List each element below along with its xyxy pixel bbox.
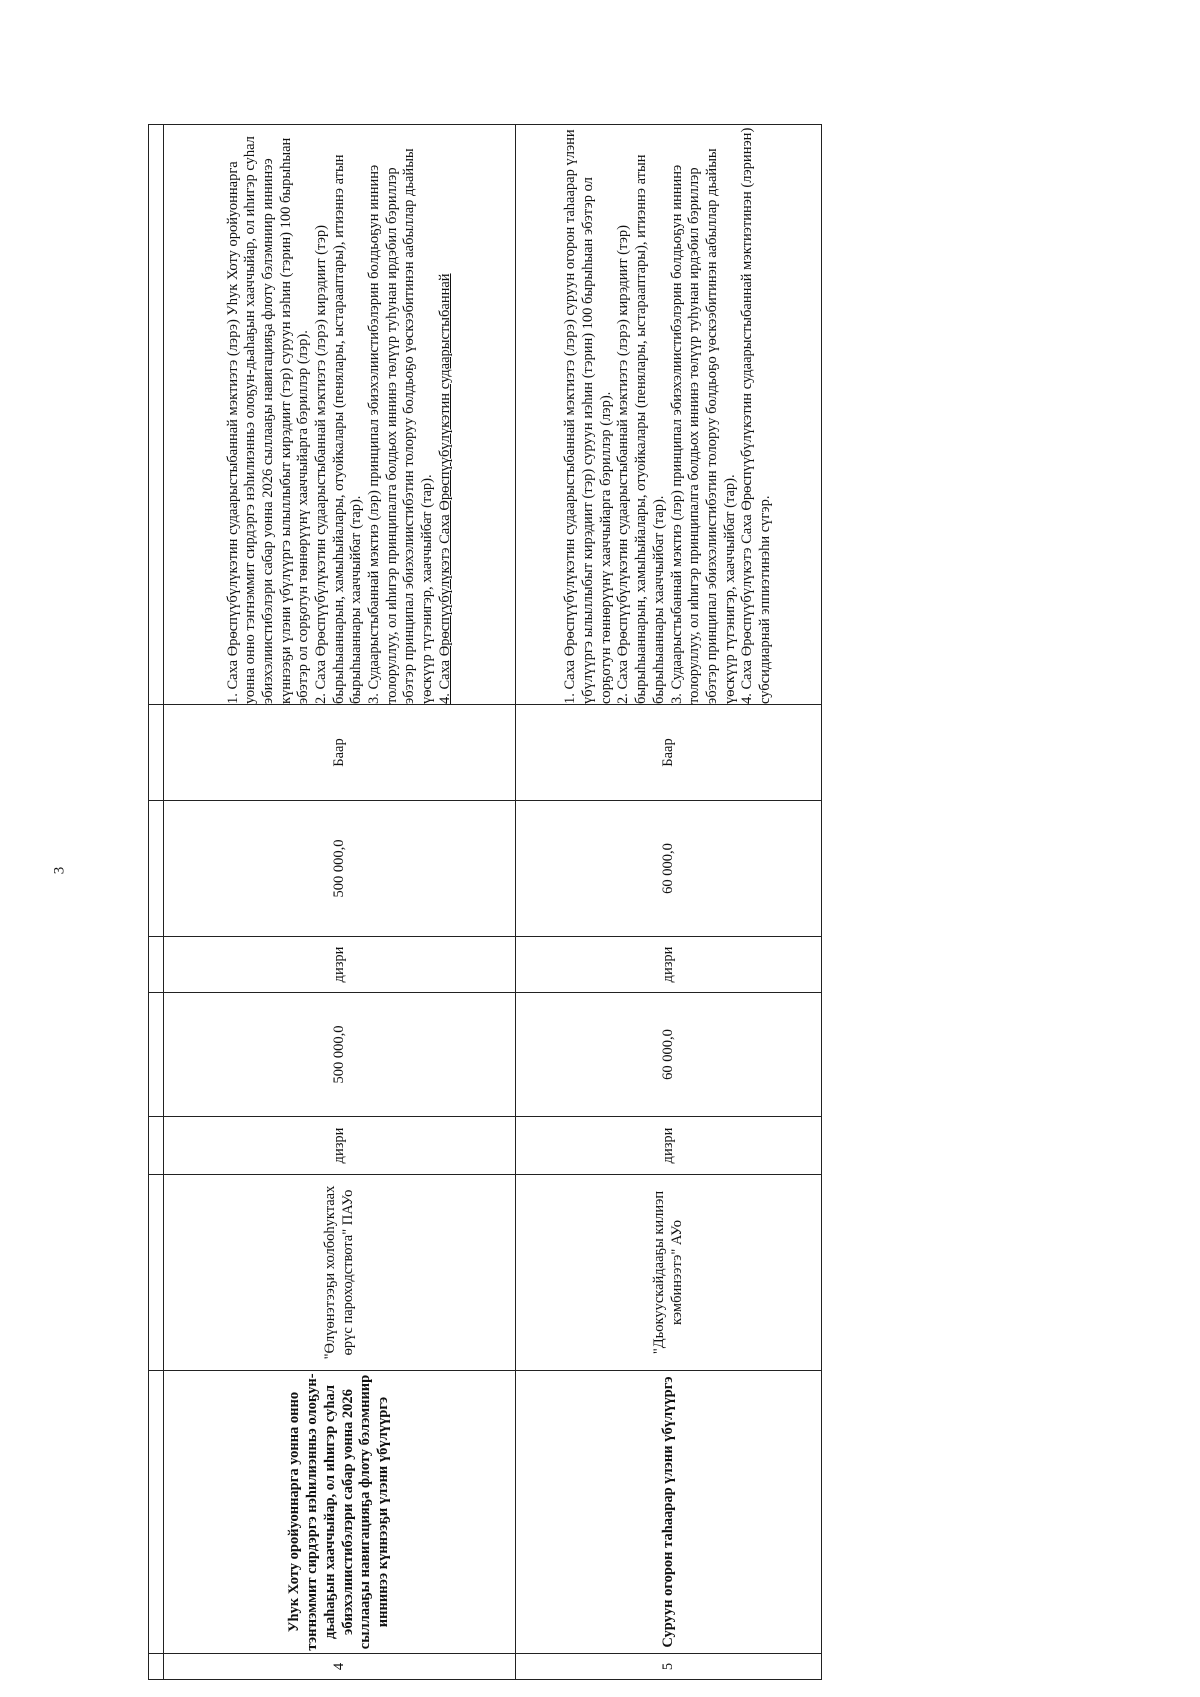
amount-cell: 60 000,0 bbox=[516, 801, 822, 937]
condition-text: 3. Судаарыстыбаннай мэктиэ (лэр) принципал эбиэхэлиистибэлэрин болдьоҕун иннинэ толоруллуу, ол иһигэр принципалга болдьох иннинэ төлүүр туһунан ирдэбил бэриллэр эбэтэр принципал эбиэхэлиистибэтин толоруу болдьоҕо үөскээбитинэн аабыллар дьайыы үөскүүр түгэнигэр, хааччыйбат (тар). bbox=[668, 148, 738, 704]
header-cell bbox=[149, 125, 164, 705]
table-row bbox=[516, 125, 822, 1680]
source-cell: Баар bbox=[516, 705, 822, 801]
condition-text: 1. Саха Өрөспүүбүлүкэтин судаарыстыбаннай мэктиэтэ (лэрэ) суруун огорон таһаарар үлэни үбүлүүргэ ылыллыбыт кирэдиит (тэр) суруун иэһин (тэрин) 100 бырыһыан эбэтэр ол сорҕотун төннөрүүнү хааччыйарга бэриллэр (лэр). bbox=[562, 129, 614, 704]
organization: "Өлүөнэтээҕи холбоһуктаах өрүс пароходствота" ПАУо bbox=[164, 1175, 516, 1371]
unit-cell: дизри bbox=[516, 1117, 822, 1175]
header-cell bbox=[149, 1175, 164, 1371]
amount-cell: 500 000,0 bbox=[164, 993, 516, 1117]
amount-cell: 500 000,0 bbox=[164, 801, 516, 937]
condition-text: 1. Саха Өрөспүүбүлүкэтин судаарыстыбаннай мэктиэтэ (лэрэ) Уһук Хоту оройуоннарга уонна онно тэҥнэммит сирдэргэ нэһилиэнньэ олоҕун-дьаһаҕын хааччыйар, ол иһигэр суһал эбиэхэлиистибэлэри сабар уонна 2026 сыллааҕы навигацияҕа флоту бэлэмниир иннинээ күннээҕи үлэни үбүлүүргэ ылыллыбыт кирэдиит (тэр) суруун иэһин (тэрин) 100 бырыһыан эбэтэр ол сорҕотун төннөрүүнү хааччыйарга бэриллэр (лэр). bbox=[224, 136, 312, 704]
organization: "Дьокуускайдааҕы килиэп кэмбинээтэ" АУо bbox=[516, 1175, 822, 1371]
project-name: Суруун огорон таһаарар үлэни үбүлүүргэ bbox=[516, 1371, 822, 1654]
source-cell: Баар bbox=[164, 705, 516, 801]
project-name: Уһук Хоту оройуоннарга уонна онно тэҥнэммит сирдэргэ нэһилиэнньэ олоҕун-дьаһаҕын хааччыйар, ол иһигэр суһал эбиэхэлиистибэлэри сабар уонна 2026 сыллааҕы навигацияҕа флоту бэлэмниир иннинээ күннээҕи үлэни үбүлүүргэ bbox=[164, 1371, 516, 1654]
condition-text: 2. Саха Өрөспүүбүлүкэтин судаарыстыбаннай мэктиэтэ (лэрэ) кирэдиит (тэр) бырыһыаннарын, хамыһыйалары, отуойкалары (пенялары, ыстарааптары), итиэннэ атын бырыһыаннары хааччыйбат (тар). bbox=[312, 154, 365, 704]
table-row bbox=[164, 125, 516, 1680]
unit-cell: дизри bbox=[164, 937, 516, 993]
unit-cell: дизри bbox=[516, 937, 822, 993]
table-header-row bbox=[149, 125, 164, 1680]
header-cell bbox=[149, 705, 164, 801]
unit-cell: дизри bbox=[164, 1117, 516, 1175]
header-cell bbox=[149, 1371, 164, 1654]
conditions-cell bbox=[516, 125, 822, 705]
page-number: 3 bbox=[51, 866, 68, 875]
header-cell bbox=[149, 1117, 164, 1175]
row-number: 4 bbox=[164, 1654, 516, 1680]
condition-text: 3. Судаарыстыбаннай мэктиэ (лэр) принципал эбиэхэлиистибэлэрин болдьоҕун иннинэ толоруллуу, ол иһигэр принципалга болдьох иннинэ төлүүр туһунан ирдэбил бэриллэр эбэтэр принципал эбиэхэлиистибэтин толоруу болдьоҕо үөскээбитинэн аабыллар дьайыы үөскүүр түгэнигэр, хааччыйбат (тар). bbox=[366, 148, 436, 704]
conditions-cell bbox=[164, 125, 516, 705]
header-cell bbox=[149, 993, 164, 1117]
header-cell bbox=[149, 801, 164, 937]
row-number: 5 bbox=[516, 1654, 822, 1680]
condition-text: 2. Саха Өрөспүүбүлүкэтин судаарыстыбаннай мэктиэтэ (лэрэ) кирэдиит (тэр) бырыһыаннарын, хамыһыйалары, отуойкалары (пенялары, ыстарааптары), итиэннэ атын бырыһыаннары хааччыйбат (тар). bbox=[615, 154, 667, 704]
guarantee-table bbox=[148, 124, 822, 1680]
header-cell bbox=[149, 1654, 164, 1680]
condition-text: 4. Саха Өрөспүүбүлүкэтэ Саха Өрөспүүбүлүкэтин судаарыстыбаннай мэктиэтинэн (лэринэн) субсидиарнай эппиэтинэһи сүгэр. bbox=[739, 127, 773, 704]
header-cell bbox=[149, 937, 164, 993]
rotated-table-sheet bbox=[148, 125, 820, 1680]
condition-text: 4. Саха Өрөспүүбүлүкэтэ Саха Өрөспүүбүлүкэтин судаарыстыбаннай bbox=[436, 273, 453, 704]
amount-cell: 60 000,0 bbox=[516, 993, 822, 1117]
